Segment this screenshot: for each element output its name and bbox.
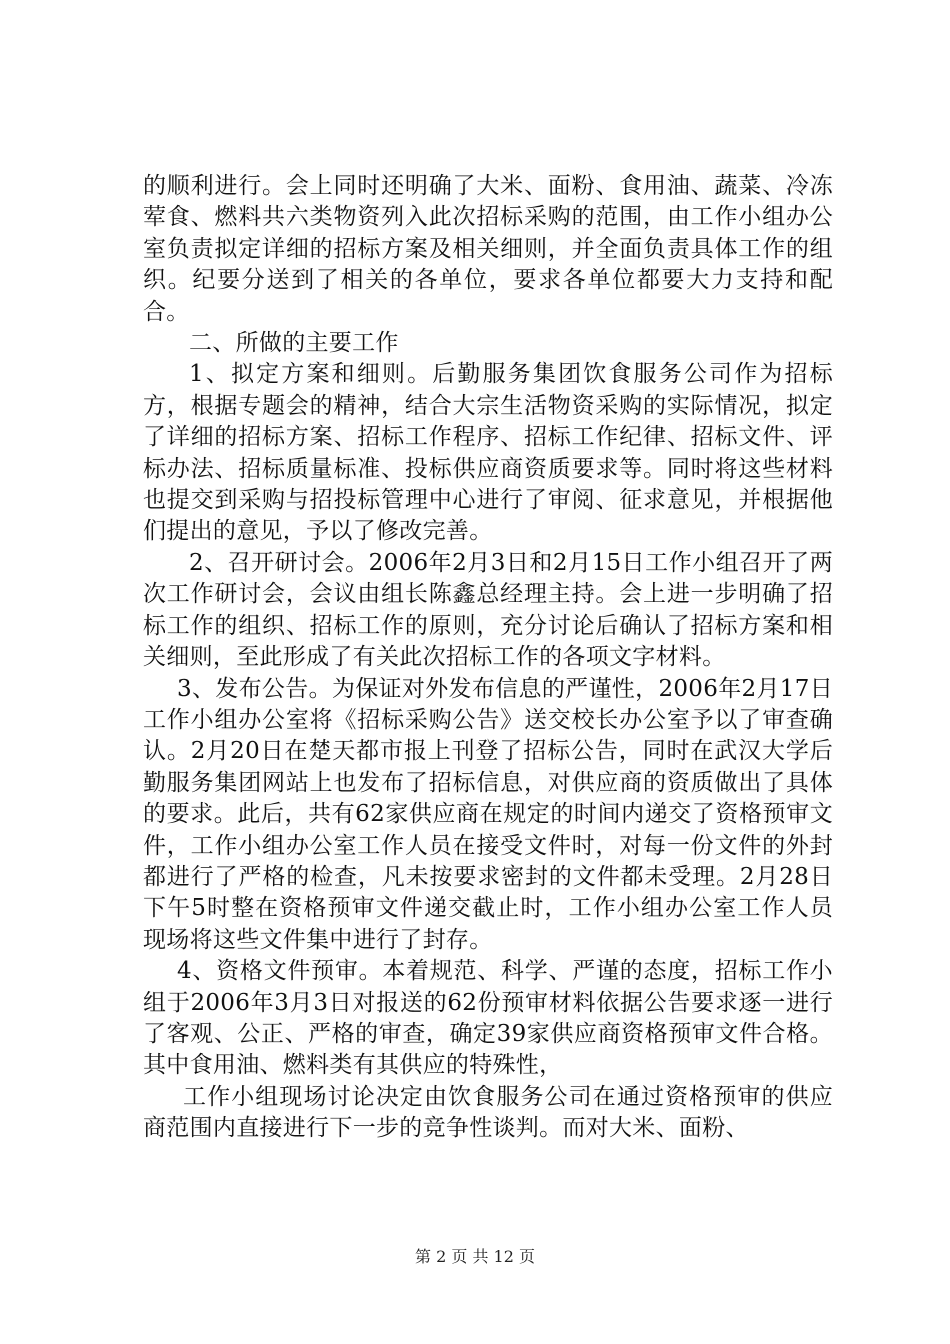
paragraph-item-2: 2、召开研讨会。2006年2月3日和2月15日工作小组召开了两次工作研讨会，会议由组长陈鑫总经理主持。会上进一步明确了招标工作的组织、招标工作的原则，充分讨论后确认了招标方案和相关细则，至此形成了有关此次招标工作的各项文字材料。: [143, 549, 833, 671]
paragraph-continued: 工作小组现场讨论决定由饮食服务公司在通过资格预审的供应商范围内直接进行下一步的竞争性谈判。而对大米、面粉、: [143, 1083, 833, 1142]
paragraph-item-3: 3、发布公告。为保证对外发布信息的严谨性，2006年2月17日工作小组办公室将《招标采购公告》送交校长办公室予以了审查确认。2月20日在楚天都市报上刊登了招标公告，同时在武汉大学后勤服务集团网站上也发布了招标信息，对供应商的资质做出了具体的要求。此后，共有62家供应商在规定的时间内递交了资格预审文件，工作小组办公室工作人员在接受文件时，对每一份文件的外封都进行了严格的检查，凡未按要求密封的文件都未受理。2月28日下午5时整在资格预审文件递交截止时，工作小组办公室工作人员现场将这些文件集中进行了封存。: [143, 675, 833, 953]
section-heading: 二、所做的主要工作: [189, 330, 399, 357]
page-number-footer: 第 2 页 共 12 页: [415, 1247, 535, 1266]
paragraph-continuation: 的顺利进行。会上同时还明确了大米、面粉、食用油、蔬菜、冷冻荤食、燃料共六类物资列入此次招标采购的范围，由工作小组办公室负责拟定详细的招标方案及相关细则，并全面负责具体工作的组织。纪要分送到了相关的各单位，要求各单位都要大力支持和配合。: [143, 173, 833, 325]
paragraph-item-1: 1、拟定方案和细则。后勤服务集团饮食服务公司作为招标方，根据专题会的精神，结合大宗生活物资采购的实际情况，拟定了详细的招标方案、招标工作程序、招标工作纪律、招标文件、评标办法、招标质量标准、投标供应商资质要求等。同时将这些材料也提交到采购与招投标管理中心进行了审阅、征求意见，并根据他们提出的意见，予以了修改完善。: [143, 361, 833, 545]
document-body: [143, 171, 833, 1145]
paragraph-item-4: 4、资格文件预审。本着规范、科学、严谨的态度，招标工作小组于2006年3月3日对报送的62份预审材料依据公告要求逐一进行了客观、公正、严格的审查，确定39家供应商资格预审文件合格。其中食用油、燃料类有其供应的特殊性，: [143, 958, 833, 1079]
